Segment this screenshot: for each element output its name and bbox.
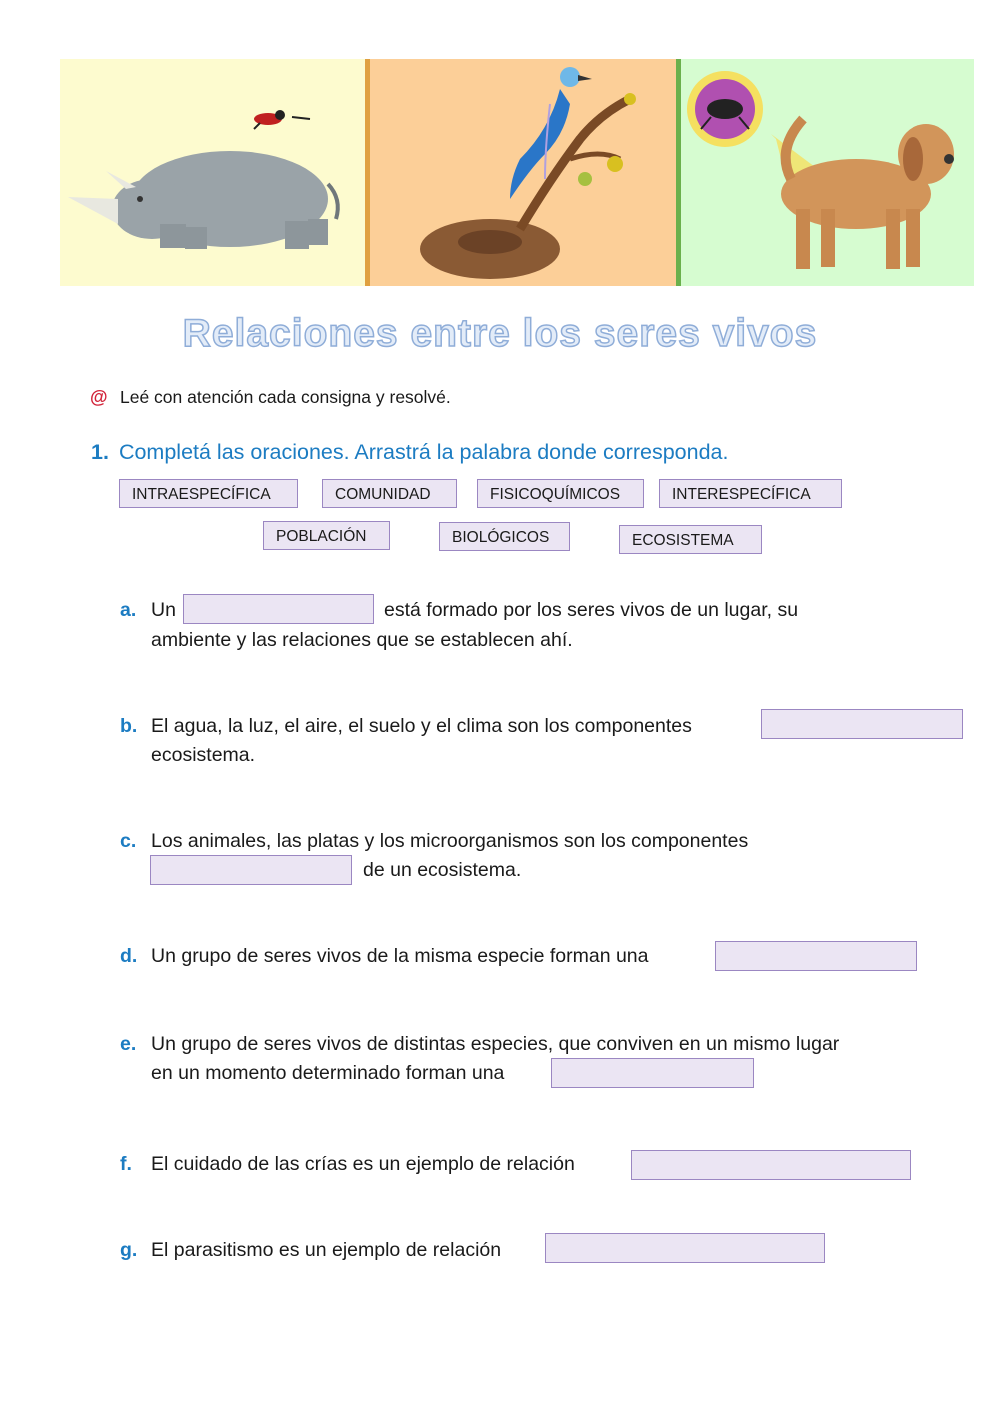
bird-panel bbox=[365, 59, 681, 286]
item-a-letter: a. bbox=[120, 599, 137, 621]
drop-zone-a[interactable] bbox=[183, 594, 374, 624]
item-f-pre: El cuidado de las crías es un ejemplo de relación bbox=[151, 1153, 575, 1175]
rhino-with-bird-illustration bbox=[60, 59, 365, 286]
spiral-bullet-icon: @ bbox=[90, 387, 108, 407]
item-a-pre: Un bbox=[151, 599, 176, 621]
word-chip-poblacion[interactable]: POBLACIÓN bbox=[263, 521, 390, 550]
item-b-line2: ecosistema. bbox=[151, 744, 256, 766]
item-b-pre: El agua, la luz, el aire, el suelo y el clima son los componentes bbox=[151, 715, 692, 737]
item-d-pre: Un grupo de seres vivos de la misma especie forman una bbox=[151, 945, 649, 967]
item-c-letter: c. bbox=[120, 830, 137, 852]
item-g-pre: El parasitismo es un ejemplo de relación bbox=[151, 1239, 502, 1261]
word-chip-interespecifica[interactable]: INTERESPECÍFICA bbox=[659, 479, 842, 508]
word-chip-fisicoquimicos[interactable]: FISICOQUÍMICOS bbox=[477, 479, 644, 508]
drop-zone-b[interactable] bbox=[761, 709, 963, 739]
rhino-panel bbox=[60, 59, 365, 286]
item-a-line2: ambiente y las relaciones que se establecen ahí. bbox=[151, 629, 573, 651]
item-d-letter: d. bbox=[120, 945, 138, 967]
item-f-letter: f. bbox=[120, 1153, 132, 1175]
question-number: 1. bbox=[91, 440, 109, 464]
item-c-pre: Los animales, las platas y los microorganismos son los componentes bbox=[151, 830, 749, 852]
dog-panel bbox=[681, 59, 974, 286]
item-c-post: de un ecosistema. bbox=[363, 859, 522, 881]
question-text: Completá las oraciones. Arrastrá la palabra donde corresponda. bbox=[118, 440, 729, 464]
page-title: Relaciones entre los seres vivos bbox=[182, 312, 818, 355]
item-a-post: está formado por los seres vivos de un lugar, su bbox=[384, 599, 799, 621]
item-e-line2: en un momento determinado forman una bbox=[151, 1062, 505, 1084]
drop-zone-e[interactable] bbox=[551, 1058, 754, 1088]
dog-with-flea-illustration bbox=[681, 59, 974, 286]
drop-zone-c[interactable] bbox=[150, 855, 352, 885]
question-heading bbox=[91, 440, 728, 465]
item-e-pre: Un grupo de seres vivos de distintas especies, que conviven en un mismo lugar bbox=[151, 1033, 840, 1055]
instruction bbox=[90, 387, 451, 408]
item-b-letter: b. bbox=[120, 715, 138, 737]
word-chip-ecosistema[interactable]: ECOSISTEMA bbox=[619, 525, 762, 554]
drop-zone-d[interactable] bbox=[715, 941, 917, 971]
drop-zone-f[interactable] bbox=[631, 1150, 911, 1180]
header-banner bbox=[60, 59, 974, 286]
drop-zone-g[interactable] bbox=[545, 1233, 825, 1263]
item-g-letter: g. bbox=[120, 1239, 138, 1261]
word-chip-comunidad[interactable]: COMUNIDAD bbox=[322, 479, 457, 508]
instruction-text: Leé con atención cada consigna y resolvé. bbox=[120, 387, 451, 407]
word-chip-biologicos[interactable]: BIOLÓGICOS bbox=[439, 522, 570, 551]
word-chip-intraespecifica[interactable]: INTRAESPECÍFICA bbox=[119, 479, 298, 508]
bird-nest-illustration bbox=[370, 59, 676, 286]
item-e-letter: e. bbox=[120, 1033, 137, 1055]
